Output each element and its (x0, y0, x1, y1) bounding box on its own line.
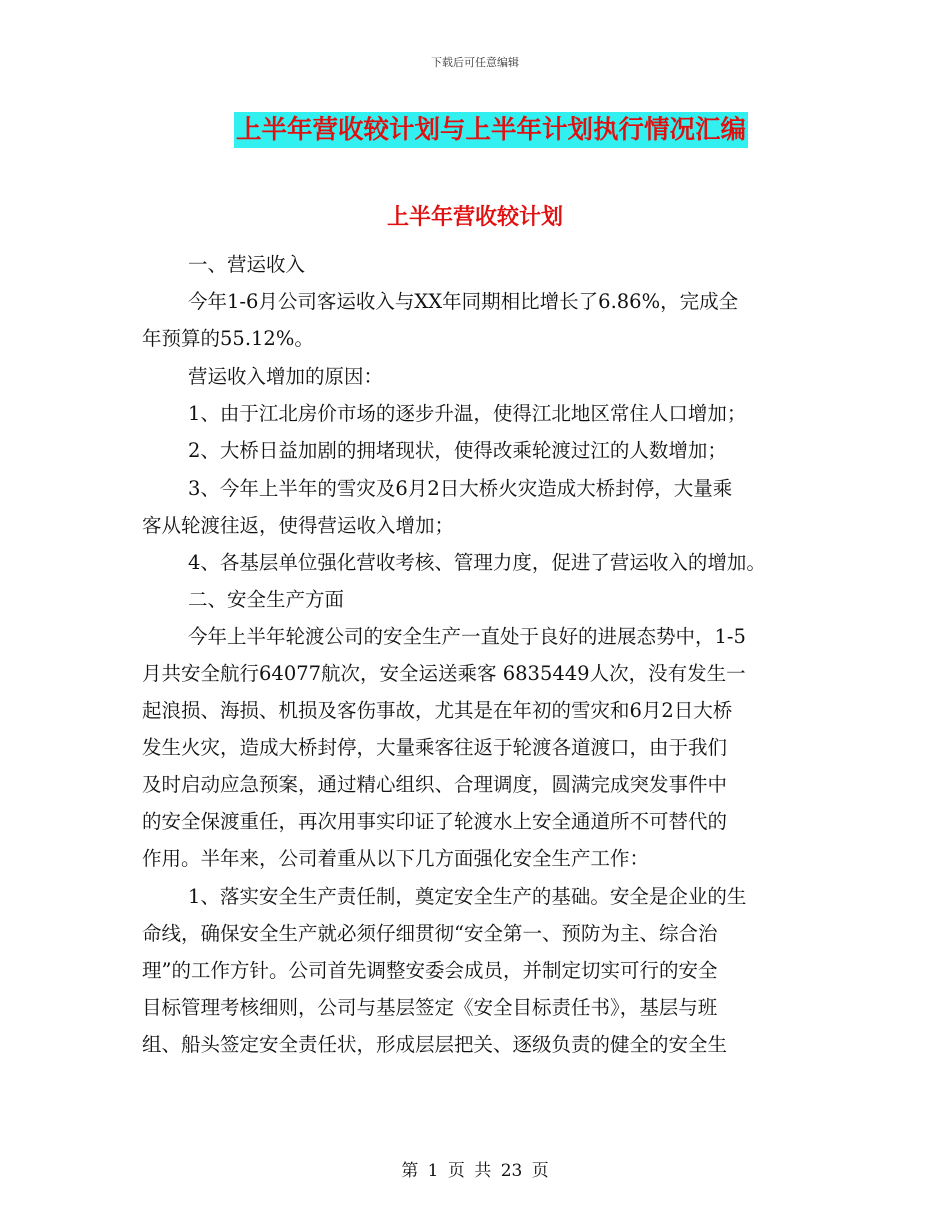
paragraph-line: 营运收入增加的原因： (188, 365, 384, 388)
paragraph-line: 目标管理考核细则，公司与基层签定《安全目标责任书》，基层与班 (142, 996, 718, 1019)
paragraph-line: 发生火灾，造成大桥封停，大量乘客往返于轮渡各道渡口，由于我们 (142, 736, 728, 759)
heading-operating-income: 一、营运收入 (188, 253, 306, 276)
paragraph-line: 理”的工作方针。公司首先调整安委会成员，并制定切实可行的安全 (142, 959, 718, 982)
paragraph-line: 的安全保渡重任，再次用事实印证了轮渡水上安全通道所不可替代的 (142, 810, 728, 833)
paragraph-line: 组、船头签定安全责任状，形成层层把关、逐级负责的健全的安全生 (142, 1033, 728, 1056)
list-item: 3、今年上半年的雪灾及6月2日大桥火灾造成大桥封停，大量乘 (188, 477, 733, 500)
paragraph-line: 年预算的55.12%。 (142, 327, 314, 350)
list-item: 2、大桥日益加剧的拥堵现状，使得改乘轮渡过江的人数增加； (188, 439, 727, 462)
list-item: 1、由于江北房价市场的逐步升温，使得江北地区常住人口增加； (188, 402, 747, 425)
paragraph-line: 客从轮渡往返，使得营运收入增加； (142, 514, 455, 537)
paragraph-line: 起浪损、海损、机损及客伤事故，尤其是在年初的雪灾和6月2日大桥 (142, 699, 733, 722)
paragraph-line: 今年1-6月公司客运收入与XX年同期相比增长了6.86%，完成全 (188, 290, 739, 313)
paragraph-line: 及时启动应急预案，通过精心组织、合理调度，圆满完成突发事件中 (142, 773, 728, 796)
document-main-title: 上半年营收较计划与上半年计划执行情况汇编 (234, 112, 748, 148)
paragraph-line: 月共安全航行64077航次，安全运送乘客 6835449人次，没有发生一 (142, 662, 746, 685)
paragraph-line: 命线，确保安全生产就必须仔细贯彻“安全第一、预防为主、综合治 (142, 922, 718, 945)
section-title: 上半年营收较计划 (386, 205, 563, 230)
paragraph-line: 今年上半年轮渡公司的安全生产一直处于良好的进展态势中，1-5 (188, 625, 746, 648)
page-header-note: 下载后可任意编辑 (431, 56, 519, 69)
paragraph-line: 作用。半年来，公司着重从以下几方面强化安全生产工作： (142, 847, 650, 870)
paragraph-line: 1、落实安全生产责任制，奠定安全生产的基础。安全是企业的生 (188, 885, 747, 908)
page-footer-number: 第 1 页 共 23 页 (401, 1161, 549, 1181)
heading-safety: 二、安全生产方面 (188, 588, 345, 611)
list-item: 4、各基层单位强化营收考核、管理力度，促进了营运收入的增加。 (188, 551, 766, 574)
